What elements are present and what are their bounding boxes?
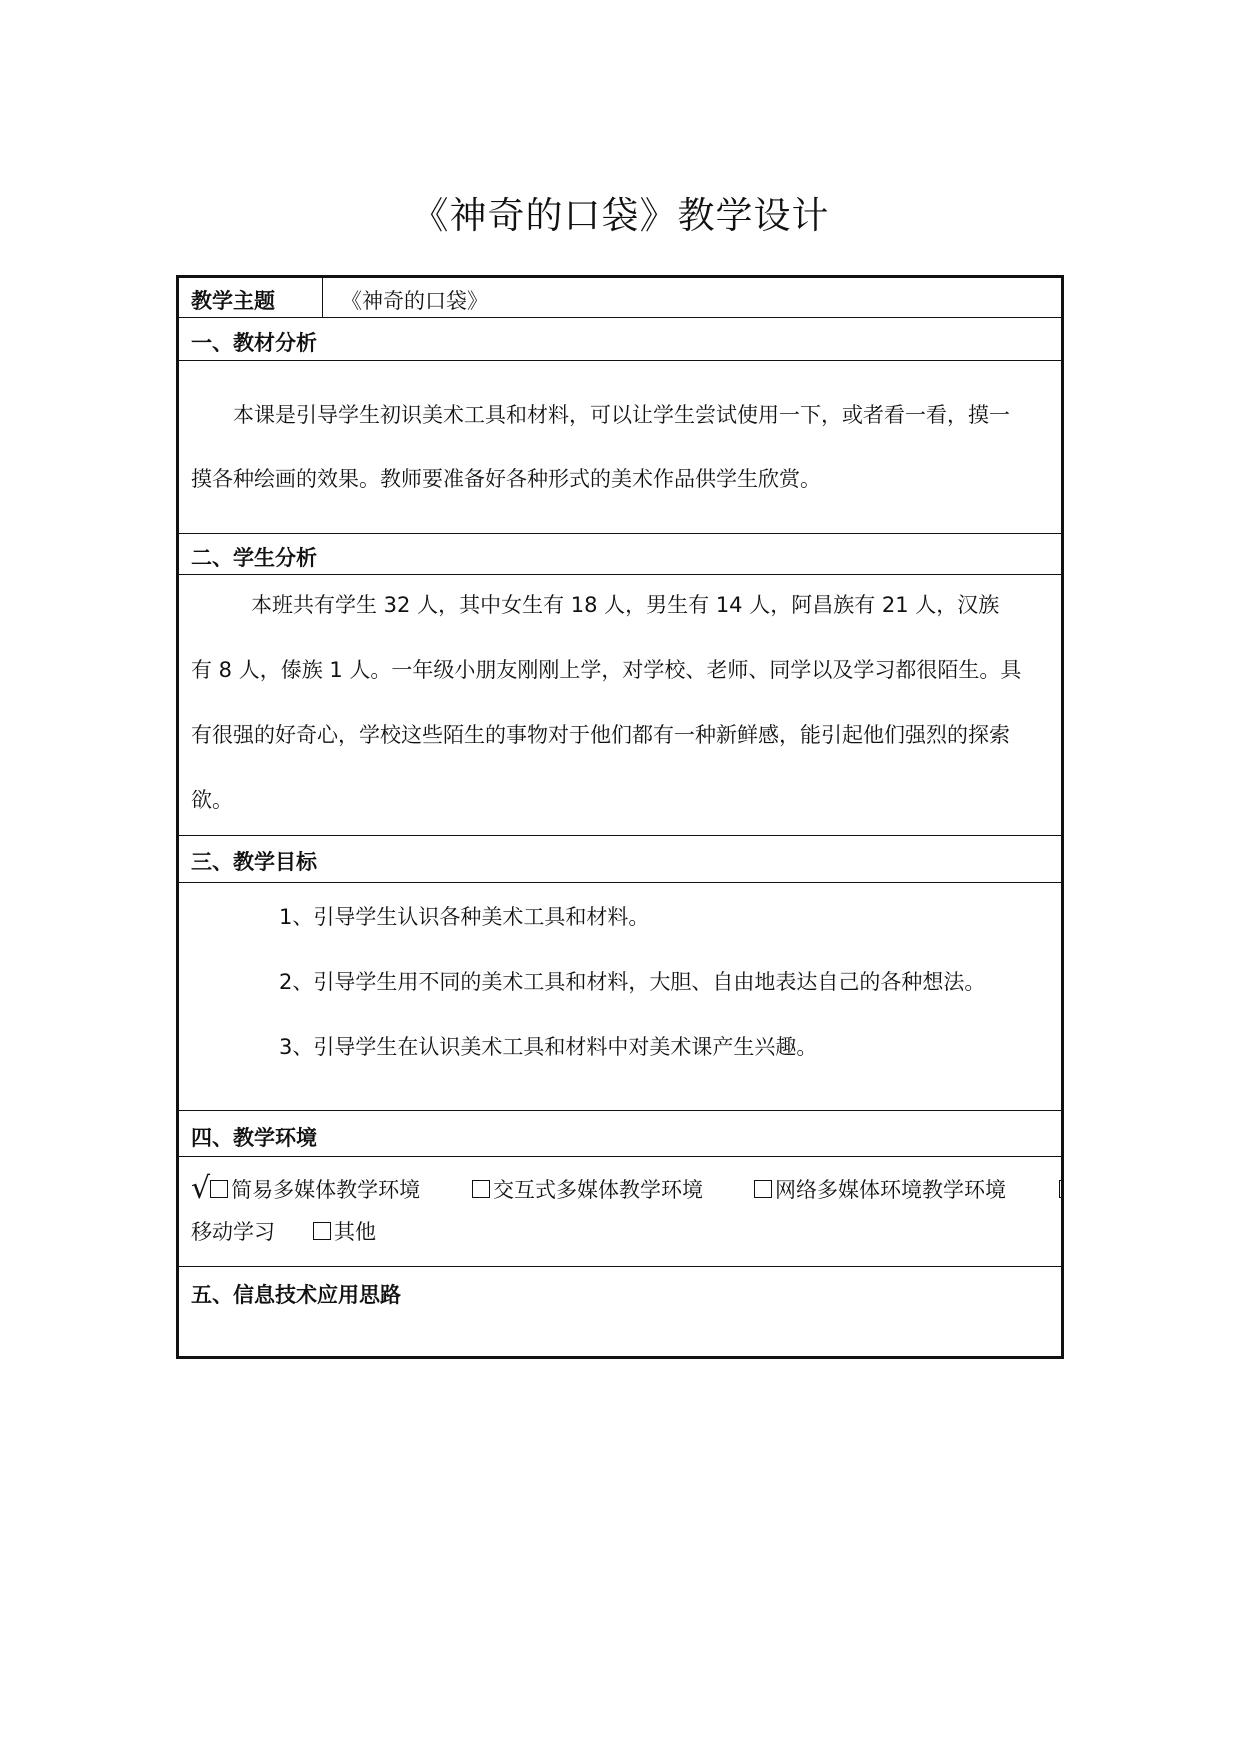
goal-item-2: 2、引导学生用不同的美术工具和材料，大胆、自由地表达自己的各种想法。 xyxy=(279,970,986,994)
environment-heading-row xyxy=(179,1111,1061,1157)
checkbox-icon[interactable] xyxy=(754,1180,772,1198)
env-option-mobile-checkbox[interactable] xyxy=(1059,1169,1061,1209)
env-option-interactive-multimedia[interactable] xyxy=(472,1169,703,1209)
goal-item-3: 3、引导学生在认识美术工具和材料中对美术课产生兴趣。 xyxy=(279,1035,818,1059)
students-heading-row xyxy=(179,534,1061,575)
goals-heading: 三、教学目标 xyxy=(191,850,317,874)
students-line-2: 有 8 人，傣族 1 人。一年级小朋友刚刚上学，对学校、老师、同学以及学习都很陌生。具 xyxy=(191,658,1022,682)
checkbox-icon[interactable] xyxy=(313,1222,331,1240)
env-option-simple-multimedia[interactable] xyxy=(191,1169,420,1209)
materials-heading: 一、教材分析 xyxy=(191,331,317,355)
checkbox-icon[interactable] xyxy=(1059,1180,1061,1198)
topic-label: 教学主题 xyxy=(191,289,275,313)
checkbox-icon[interactable] xyxy=(472,1180,490,1198)
materials-content-row xyxy=(179,361,1061,534)
it-ideas-heading: 五、信息技术应用思路 xyxy=(191,1283,401,1307)
environment-options-row xyxy=(179,1157,1061,1267)
students-line-1: 本班共有学生 32 人，其中女生有 18 人，男生有 14 人，阿昌族有 21 人，汉族 xyxy=(251,593,1000,617)
materials-line-1: 本课是引导学生初识美术工具和材料，可以让学生尝试使用一下，或者看一看，摸一 xyxy=(233,403,1010,427)
lesson-plan-table xyxy=(176,275,1064,1359)
environment-options-line-2 xyxy=(191,1211,1061,1251)
it-ideas-row xyxy=(179,1267,1061,1356)
students-line-3: 有很强的好奇心，学校这些陌生的事物对于他们都有一种新鲜感，能引起他们强烈的探索 xyxy=(191,723,1010,747)
topic-value: 《神奇的口袋》 xyxy=(341,289,488,313)
goals-heading-row xyxy=(179,836,1061,883)
env-option-label: 简易多媒体教学环境 xyxy=(231,1178,421,1202)
materials-line-2: 摸各种绘画的效果。教师要准备好各种形式的美术作品供学生欣赏。 xyxy=(191,467,821,491)
students-line-4: 欲。 xyxy=(191,788,233,812)
check-mark-icon: √ xyxy=(191,1171,211,1206)
goal-item-1: 1、引导学生认识各种美术工具和材料。 xyxy=(279,905,650,929)
env-option-label: 移动学习 xyxy=(191,1220,275,1244)
env-option-label: 其他 xyxy=(334,1220,376,1244)
goals-content-row xyxy=(179,883,1061,1111)
env-option-mobile-learning[interactable] xyxy=(191,1211,275,1251)
students-content-row xyxy=(179,575,1061,836)
env-option-label: 网络多媒体环境教学环境 xyxy=(775,1178,1006,1202)
env-option-network-multimedia[interactable] xyxy=(754,1169,1006,1209)
checkbox-icon[interactable] xyxy=(210,1180,228,1198)
env-option-label: 交互式多媒体教学环境 xyxy=(493,1178,703,1202)
environment-heading: 四、教学环境 xyxy=(191,1126,317,1150)
students-heading: 二、学生分析 xyxy=(191,546,317,570)
materials-heading-row xyxy=(179,318,1061,361)
env-option-other[interactable] xyxy=(313,1211,376,1251)
cell-divider xyxy=(322,278,323,317)
topic-row xyxy=(179,278,1061,318)
document-title: 《神奇的口袋》教学设计 xyxy=(411,194,830,237)
environment-options-line-1 xyxy=(191,1169,1061,1209)
